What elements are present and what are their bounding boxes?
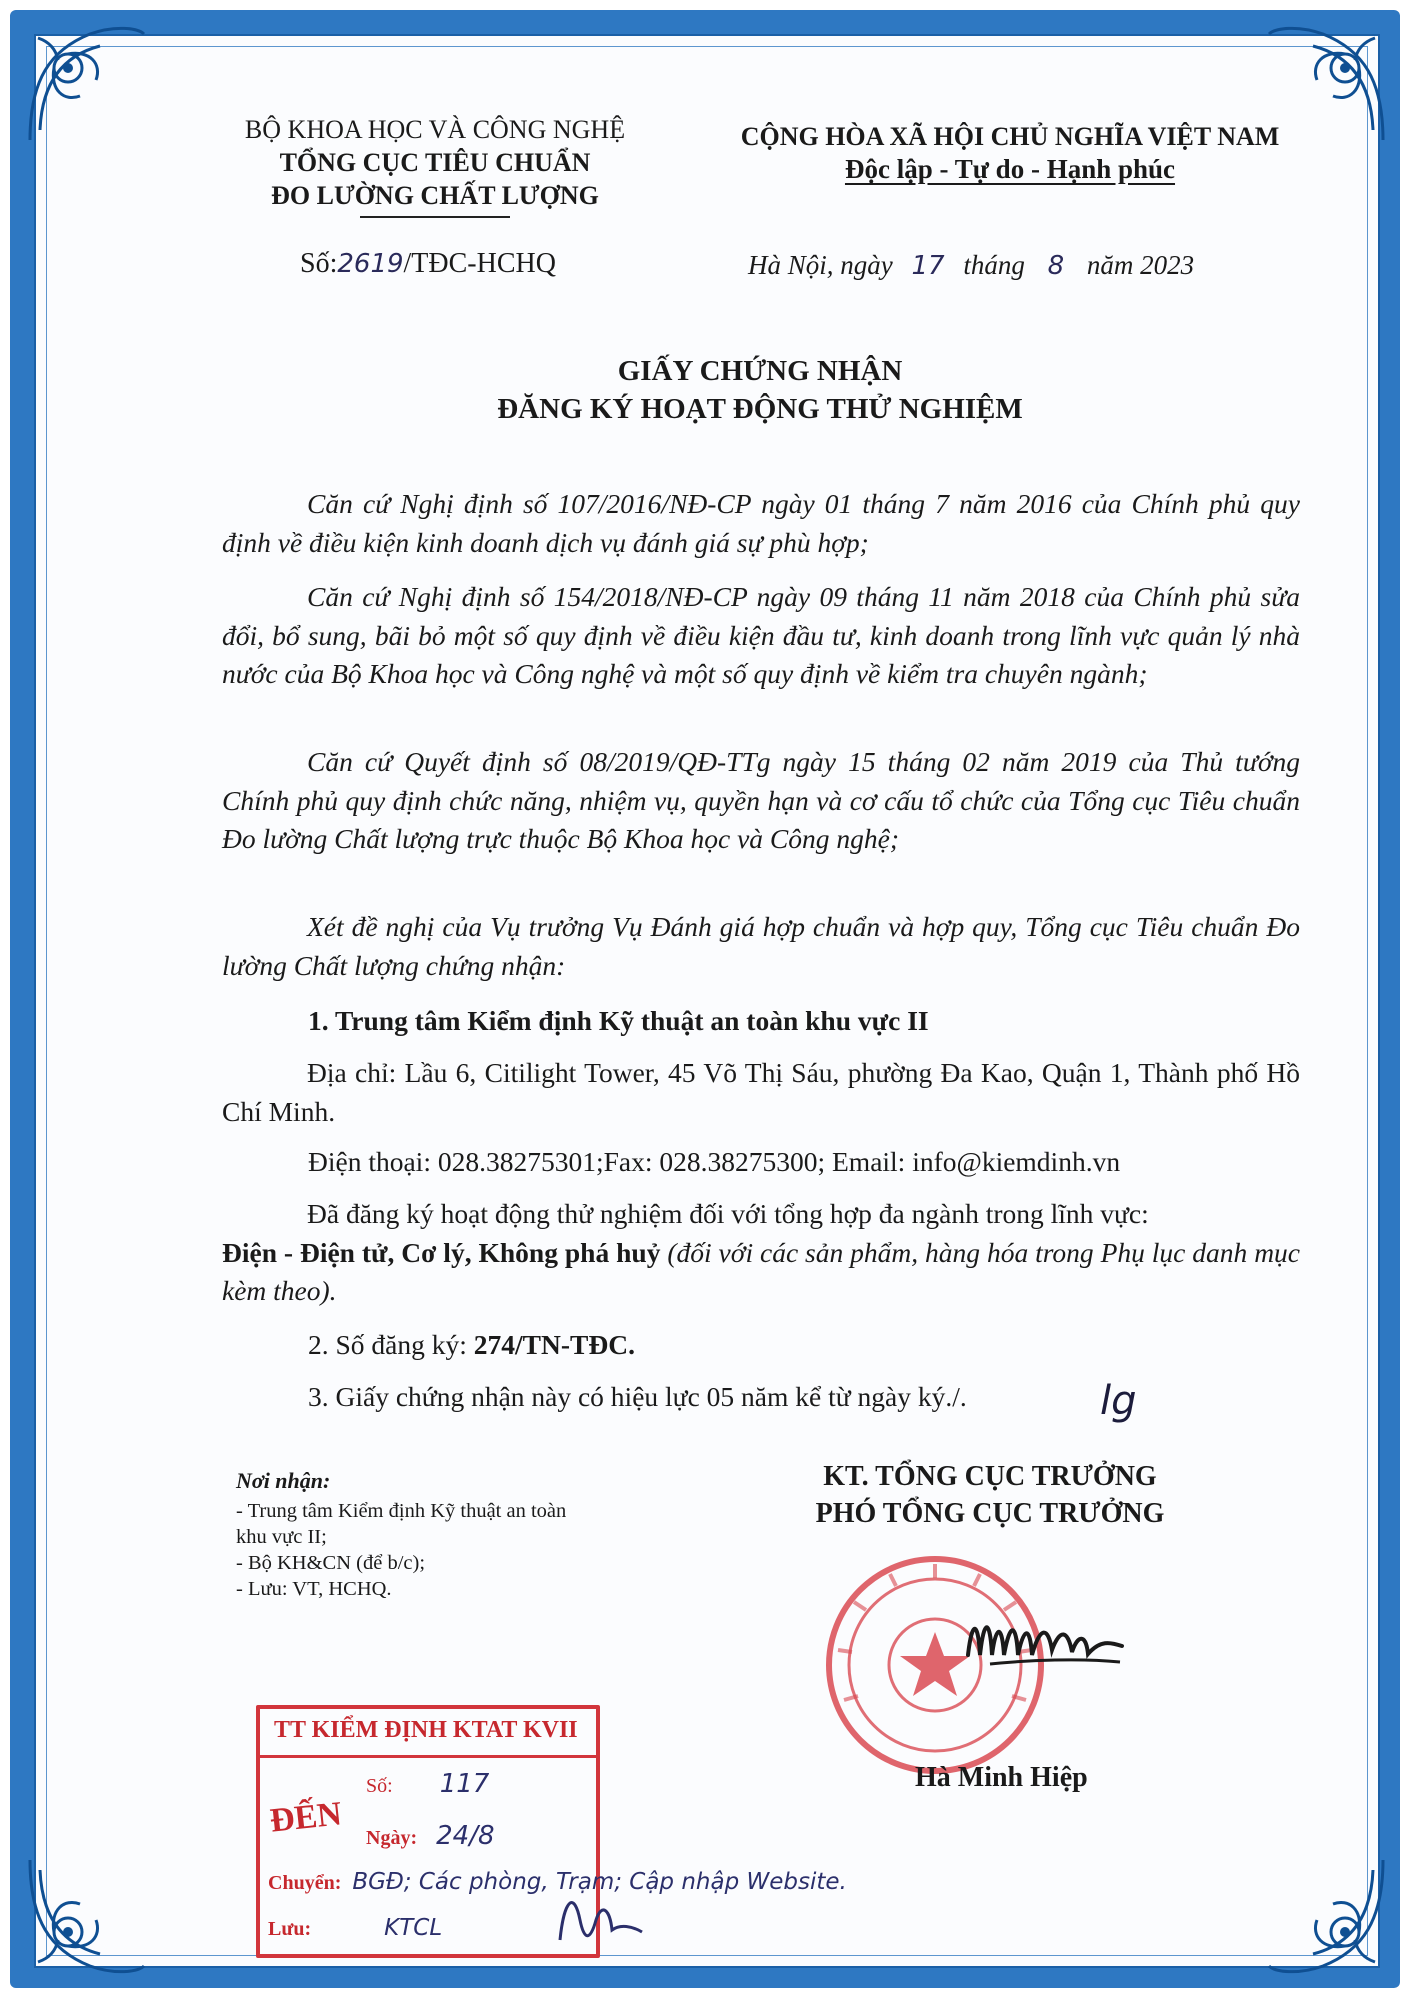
registration-number	[308, 1326, 635, 1364]
signer-title-line1: KT. TỔNG CỤC TRƯỞNG	[823, 1461, 1157, 1492]
ministry-name: BỘ KHOA HỌC VÀ CÔNG NGHỆ	[244, 115, 626, 144]
handwritten-signature	[960, 1600, 1130, 1680]
page-background	[34, 34, 1380, 1968]
national-header	[700, 120, 1320, 186]
stamp-den: ĐẾN	[268, 1795, 344, 1840]
corner-ornament-bottom-right	[1263, 1850, 1393, 1980]
recipient-line: - Lưu: VT, HCHQ.	[236, 1578, 392, 1600]
scope-fields: Điện - Điện tử, Cơ lý, Không phá huỷ	[222, 1236, 661, 1268]
scope-note: (đối với các sản phẩm, hàng hóa trong Phụ lục danh mục kèm theo).	[222, 1236, 1301, 1306]
document-number	[300, 248, 556, 280]
stamp-ngay-row	[366, 1821, 495, 1851]
preamble-paragraph-4: Xét đề nghị của Vụ trưởng Vụ Đánh giá hợp chuẩn và hợp quy, Tổng cục Tiêu chuẩn Đo lường Chất lượng chứng nhận:	[222, 911, 1300, 981]
stamp-so-label: Số:	[366, 1775, 393, 1797]
number-handwritten: 2619	[337, 249, 404, 279]
agency-name-line2: ĐO LƯỜNG CHẤT LƯỢNG	[271, 181, 599, 210]
signer-name: Hà Minh Hiệp	[915, 1762, 1088, 1793]
signer-title	[760, 1458, 1220, 1532]
registration-number-label: 2. Số đăng ký:	[308, 1329, 474, 1360]
stamp-so-value: 117	[439, 1769, 490, 1799]
title-line1: GIẤY CHỨNG NHẬN	[617, 355, 903, 387]
stamp-ngay-label: Ngày:	[366, 1827, 418, 1849]
preamble-paragraph-1: Căn cứ Nghị định số 107/2016/NĐ-CP ngày 01 tháng 7 năm 2016 của Chính phủ quy định về điều kiện kinh doanh dịch vụ đánh giá sự phù hợp;	[222, 488, 1300, 558]
inner-border-line	[46, 46, 1368, 1956]
date-year: năm 2023	[1086, 250, 1195, 280]
preamble-paragraph-3: Căn cứ Quyết định số 08/2019/QĐ-TTg ngày 15 tháng 02 năm 2019 của Thủ tướng Chính phủ quy định chức năng, nhiệm vụ, quyền hạn và cơ cấu tổ chức của Tổng cục Tiêu chuẩn Đo lường Chất lượng trực thuộc Bộ Khoa học và Công nghệ;	[222, 746, 1300, 854]
stamp-luu-label: Lưu:	[268, 1918, 312, 1940]
issuer-header	[210, 113, 660, 218]
date-month: 8	[1047, 251, 1065, 281]
agency-name-line1: TỔNG CỤC TIÊU CHUẨN	[279, 148, 591, 177]
header-divider	[360, 216, 510, 218]
certificate-title	[280, 352, 1240, 428]
stamp-chuyen-label: Chuyển:	[268, 1872, 342, 1894]
stamp-signature-scrawl	[550, 1880, 650, 1950]
stamp-so-row	[366, 1769, 489, 1799]
stamp-luu-row	[268, 1915, 442, 1941]
certified-organization: 1. Trung tâm Kiểm định Kỹ thuật an toàn khu vực II	[308, 1005, 929, 1036]
organization-contact: Điện thoại: 028.38275301;Fax: 028.38275300; Email: info@kiemdinh.vn	[308, 1146, 1121, 1177]
recipient-line: - Trung tâm Kiểm định Kỹ thuật an toàn	[236, 1500, 567, 1522]
stamp-divider	[260, 1755, 596, 1758]
recipient-line: khu vực II;	[236, 1526, 327, 1548]
stamp-chuyen-value: BGĐ; Các phòng, Trạm; Cập nhập Website.	[352, 1869, 847, 1895]
country-name: CỘNG HÒA XÃ HỘI CHỦ NGHĨA VIỆT NAM	[740, 122, 1280, 151]
scope-intro: Đã đăng ký hoạt động thử nghiệm đối với tổng hợp đa ngành trong lĩnh vực:	[307, 1198, 1149, 1229]
validity-statement: 3. Giấy chứng nhận này có hiệu lực 05 năm kể từ ngày ký./.	[308, 1381, 967, 1412]
national-motto: Độc lập - Tự do - Hạnh phúc	[844, 154, 1176, 184]
date-month-label: tháng	[963, 250, 1025, 280]
recipient-line: - Bộ KH&CN (để b/c);	[236, 1552, 426, 1574]
stamp-luu-value: KTCL	[384, 1915, 443, 1941]
corner-ornament-top-left	[20, 20, 150, 150]
date-day: 17	[911, 251, 945, 281]
stamp-ngay-value: 24/8	[436, 1821, 495, 1851]
date-prefix: Hà Nội, ngày	[748, 250, 893, 280]
initials-handwritten: lg	[1100, 1378, 1137, 1424]
decorative-border	[10, 10, 1400, 1988]
registration-number-value: 274/TN-TĐC.	[473, 1329, 635, 1360]
recipients-block	[236, 1468, 696, 1602]
stamp-heading: TT KIỂM ĐỊNH KTAT KVII	[274, 1717, 578, 1743]
recipients-title: Nơi nhận:	[236, 1468, 331, 1493]
preamble-paragraph-2: Căn cứ Nghị định số 154/2018/NĐ-CP ngày 09 tháng 11 năm 2018 của Chính phủ sửa đổi, bổ sung, bãi bỏ một số quy định về điều kiện đầu tư, kinh doanh trong lĩnh vực quản lý nhà nước của Bộ Khoa học và Công nghệ và một số quy định về kiểm tra chuyên ngành;	[222, 581, 1300, 689]
number-suffix: /TĐC-HCHQ	[403, 248, 556, 279]
incoming-stamp	[256, 1705, 847, 1958]
corner-ornament-bottom-left	[20, 1850, 150, 1980]
organization-address: Địa chỉ: Lầu 6, Citilight Tower, 45 Võ Thị Sáu, phường Đa Kao, Quận 1, Thành phố Hồ Chí Minh.	[222, 1057, 1300, 1127]
title-line2: ĐĂNG KÝ HOẠT ĐỘNG THỬ NGHIỆM	[497, 393, 1023, 425]
signer-title-line2: PHÓ TỔNG CỤC TRƯỞNG	[815, 1498, 1165, 1529]
issue-date	[748, 250, 1194, 281]
number-prefix: Số:	[300, 248, 338, 279]
registration-scope	[222, 1195, 1300, 1311]
